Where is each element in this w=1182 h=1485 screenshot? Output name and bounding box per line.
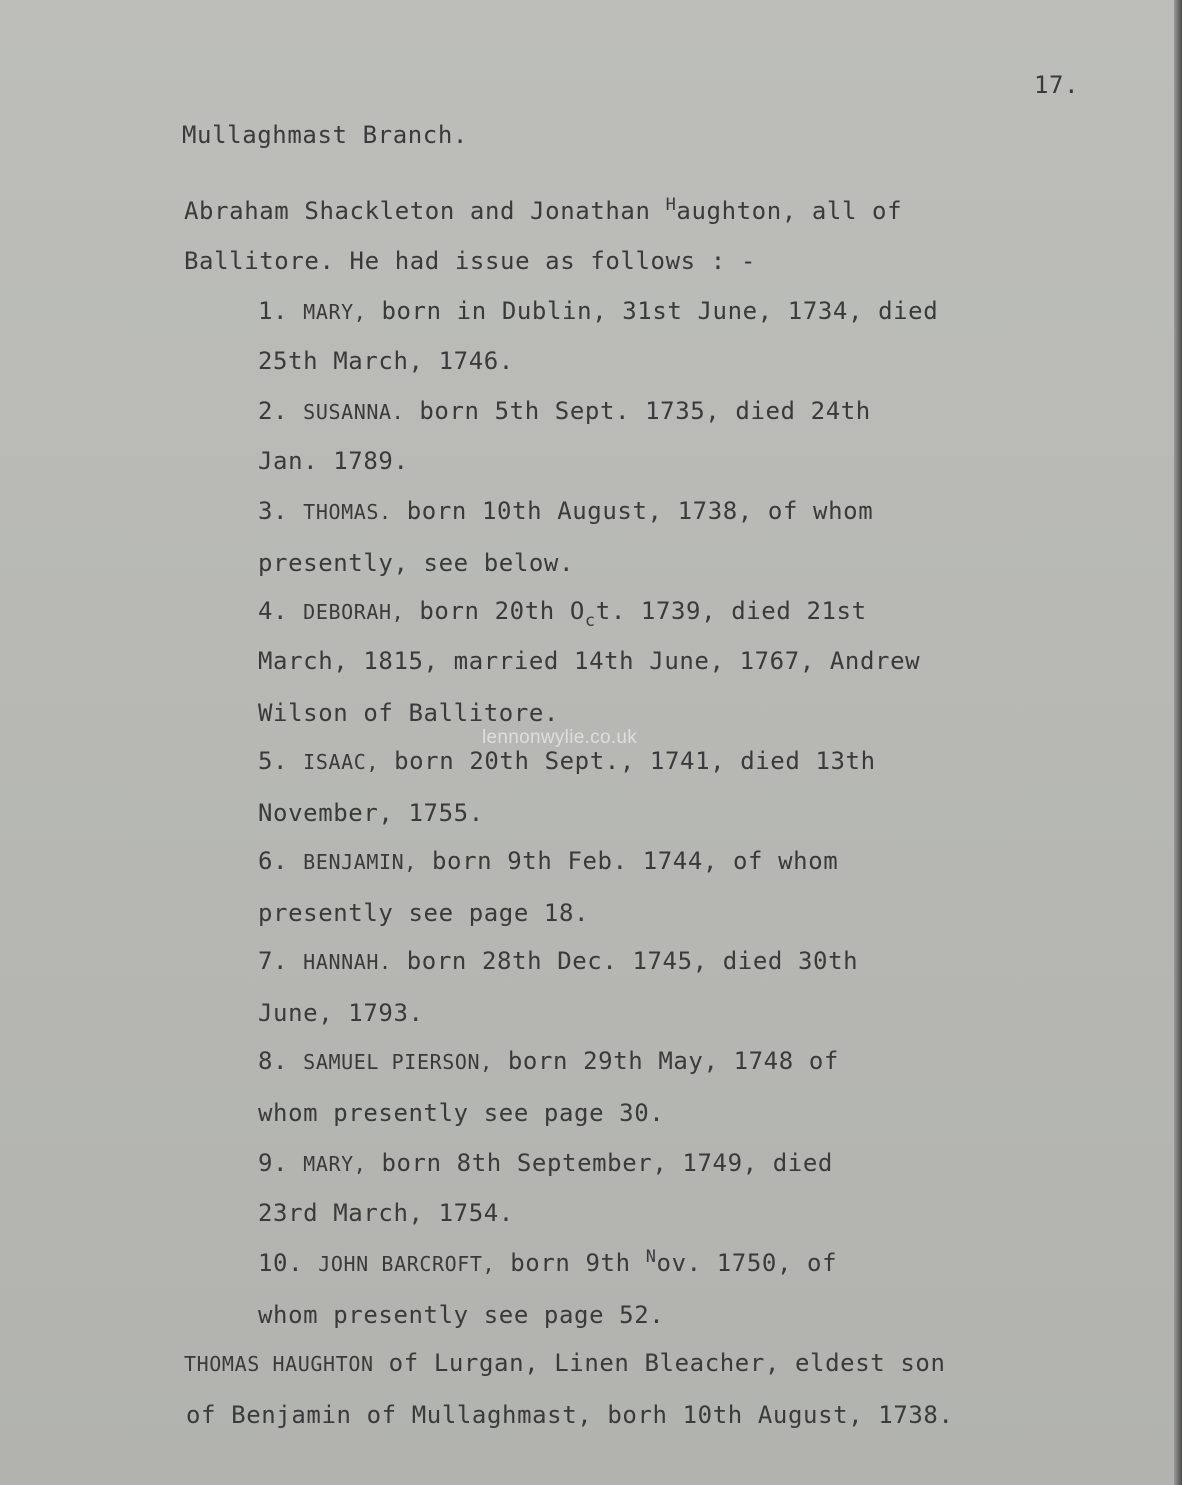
child-number: 2. [258,397,289,425]
watermark: lennonwylie.co.uk [482,727,638,748]
child-details: born in Dublin, 31st June, 1734, died [366,297,939,325]
intro-line-2: Ballitore. He had issue as follows : - [184,247,756,275]
child-3-line-1 [258,496,873,527]
child-2-line-1 [258,396,871,427]
intro-raised-letter: H [665,195,677,215]
child-details: born 10th August, 1738, of whom [391,497,874,525]
child-7-line-2: June, 1793. [258,999,424,1027]
child-number: 1. [258,297,289,325]
child-details: born 20th Sept., 1741, died 13th [379,747,876,775]
child-name: JOHN BARCROFT, [318,1252,496,1276]
child-details-a: born 9th [495,1249,646,1277]
child-name: ISAAC, [303,750,380,774]
intro-line-1 [184,196,902,229]
child-10-line-2: whom presently see page 52. [258,1301,665,1329]
child-9-line-1 [258,1148,833,1179]
child-details: born 9th Feb. 1744, of whom [416,847,839,875]
child-name: DEBORAH, [303,600,405,624]
child-9-line-2: 23rd March, 1754. [258,1199,514,1227]
child-2-line-2: Jan. 1789. [258,447,409,475]
child-5-line-2: November, 1755. [258,799,484,827]
child-name: MARY, [303,1152,367,1176]
child-details-cap: N [645,1247,657,1267]
child-name: HANNAH. [303,950,392,974]
child-4-line-3: Wilson of Ballitore. [258,699,559,727]
child-8-line-2: whom presently see page 30. [258,1099,665,1127]
child-name: SUSANNA. [303,400,405,424]
child-1-line-2: 25th March, 1746. [258,347,514,375]
child-6-line-2: presently see page 18. [258,899,590,927]
child-4-line-2: March, 1815, married 14th June, 1767, Andrew [258,647,921,675]
child-3-line-2: presently, see below. [258,549,575,577]
child-details-b: ov. 1750, of [656,1249,838,1277]
child-details: born 29th May, 1748 of [492,1047,839,1075]
child-5-line-1 [258,746,876,777]
closing-name: THOMAS HAUGHTON [184,1352,374,1376]
child-details: born 5th Sept. 1735, died 24th [404,397,871,425]
child-7-line-1 [258,946,858,977]
child-details-a: born 20th [404,597,570,625]
child-name: THOMAS. [303,500,392,524]
child-details: born 28th Dec. 1745, died 30th [391,947,859,975]
child-number: 9. [258,1149,289,1177]
child-number: 8. [258,1047,289,1075]
child-name: MARY, [303,300,367,324]
section-heading: Mullaghmast Branch. [182,121,468,149]
child-6-line-1 [258,846,838,877]
intro-text-a: Abraham Shackleton and Jonathan [184,197,666,225]
child-number: 5. [258,747,289,775]
child-name: BENJAMIN, [303,850,417,874]
child-number: 6. [258,847,289,875]
child-details: born 8th September, 1749, died [366,1149,833,1177]
child-number: 10. [258,1249,304,1277]
child-name: SAMUEL PIERSON, [303,1050,493,1074]
page-number: 17. [1034,71,1080,99]
child-10-line-1 [258,1248,837,1281]
child-details-b: t. 1739, died 21st [595,597,867,625]
closing-line-1 [184,1348,946,1379]
intro-text-b: aughton, all of [676,197,903,225]
child-4-line-1 [258,596,867,629]
child-1-line-1 [258,296,938,327]
page-edge-shadow [1174,0,1182,1485]
child-number: 4. [258,597,289,625]
child-8-line-1 [258,1046,839,1077]
child-number: 3. [258,497,289,525]
child-number: 7. [258,947,289,975]
child-details-sub: c [584,611,596,631]
closing-line-2: of Benjamin of Mullaghmast, borh 10th August, 1738. [186,1401,954,1429]
child-details-cap: O [569,597,585,625]
closing-details: of Lurgan, Linen Bleacher, eldest son [373,1349,946,1377]
